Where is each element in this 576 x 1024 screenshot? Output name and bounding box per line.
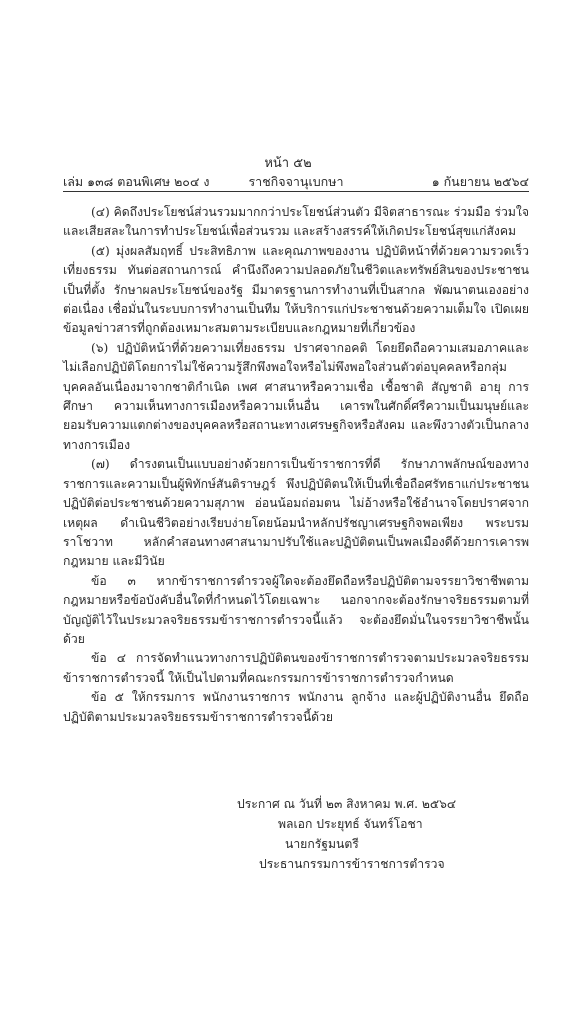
signatory-title-secondary: ประธานกรรมการข้าราชการตำรวจ — [259, 857, 445, 871]
paragraph-item-5: (๕) มุ่งผลสัมฤทธิ์ ประสิทธิภาพ และคุณภาพของงาน ปฏิบัติหน้าที่ด้วยความรวดเร็ว เที่ยงธรรม ทันต่อสถานการณ์ คำนึงถึงความปลอดภัยในชีวิตและทรัพย์สินของประชาชนเป็นที่ตั้ง รักษาผลประโยชน์ของรัฐ มีมาตรฐานการทำงานที่เป็นสากล พัฒนาตนเองอย่างต่อเนื่อง เชื่อมั่นในระบบการทำงานเป็นทีม ให้บริการแก่ประชาชนด้วยความเต็มใจ เปิดเผยข้อมูลข่าวสารที่ถูกต้องเหมาะสมตามระเบียบและกฎหมายที่เกี่ยวข้อง — [63, 243, 529, 336]
header-gazette-name: ราชกิจจานุเบกษา — [248, 174, 344, 189]
header-divider — [63, 191, 529, 192]
document-body — [63, 203, 529, 727]
paragraph-clause-3: ข้อ ๓ หากข้าราชการตำรวจผู้ใดจะต้องยึดถือหรือปฏิบัติตามจรรยาวิชาชีพตามกฎหมายหรือข้อบังคับอื่นใดที่กำหนดไว้โดยเฉพาะ นอกจากจะต้องรักษาจริยธรรมตามที่บัญญัติไว้ในประมวลจริยธรรมข้าราชการตำรวจนี้แล้ว จะต้องยึดมั่นในจรรยาวิชาชีพนั้นด้วย — [63, 573, 529, 646]
signatory-name: พลเอก ประยุทธ์ จันทร์โอชา — [278, 817, 423, 831]
paragraph-clause-5: ข้อ ๕ ให้กรรมการ พนักงานราชการ พนักงาน ลูกจ้าง และผู้ปฏิบัติงานอื่น ยึดถือปฏิบัติตามประมวลจริยธรรมข้าราชการตำรวจนี้ด้วย — [63, 690, 529, 724]
header-volume: เล่ม ๑๓๘ ตอนพิเศษ ๒๐๔ ง — [63, 174, 210, 189]
header-date: ๑ กันยายน ๒๕๖๔ — [431, 174, 529, 189]
signatory-title: นายกรัฐมนตรี — [285, 837, 359, 851]
gazette-header — [63, 172, 529, 188]
paragraph-item-6: (๖) ปฏิบัติหน้าที่ด้วยความเที่ยงธรรม ปราศจากอคติ โดยยึดถือความเสมอภาคและไม่เลือกปฏิบัติโดยการไม่ใช้ความรู้สึกพึงพอใจหรือไม่พึงพอใจส่วนตัวต่อบุคคลหรือกลุ่มบุคคลอันเนื่องมาจากชาติกำเนิด เพศ ศาสนาหรือความเชื่อ เชื้อชาติ สัญชาติ อายุ การศึกษา ความเห็นทางการเมืองหรือความเห็นอื่น เคารพในศักดิ์ศรีความเป็นมนุษย์และยอมรับความแตกต่างของบุคคลหรือสถานะทางเศรษฐกิจหรือสังคม และพึงวางตัวเป็นกลางทางการเมือง — [63, 340, 529, 452]
paragraph-item-7: (๗) ดำรงตนเป็นแบบอย่างด้วยการเป็นข้าราชการที่ดี รักษาภาพลักษณ์ของทางราชการและความเป็นผู้พิทักษ์สันติราษฎร์ พึงปฏิบัติตนให้เป็นที่เชื่อถือศรัทธาแก่ประชาชน ปฏิบัติต่อประชาชนด้วยความสุภาพ อ่อนน้อมถ่อมตน ไม่อ้างหรือใช้อำนาจโดยปราศจากเหตุผล ดำเนินชีวิตอย่างเรียบง่ายโดยน้อมนำหลักปรัชญาเศรษฐกิจพอเพียง พระบรมราโชวาท หลักคำสอนทางศาสนามาปรับใช้และปฏิบัติตนเป็นพลเมืองดีด้วยการเคารพกฎหมาย และมีวินัย — [63, 457, 529, 569]
paragraph-clause-4: ข้อ ๔ การจัดทำแนวทางการปฏิบัติตนของข้าราชการตำรวจตามประมวลจริยธรรมข้าราชการตำรวจนี้ ให้เป็นไปตามที่คณะกรรมการข้าราชการตำรวจกำหนด — [63, 651, 529, 685]
page-number: หน้า ๕๒ — [264, 156, 312, 171]
announcement-date: ประกาศ ณ วันที่ ๒๓ สิงหาคม พ.ศ. ๒๕๖๔ — [237, 797, 457, 811]
paragraph-item-4: (๔) คิดถึงประโยชน์ส่วนรวมมากกว่าประโยชน์ส่วนตัว มีจิตสาธารณะ ร่วมมือ ร่วมใจ และเสียสละในการทำประโยชน์เพื่อส่วนรวม และสร้างสรรค์ให้เกิดประโยชน์สุขแก่สังคม — [63, 205, 529, 239]
